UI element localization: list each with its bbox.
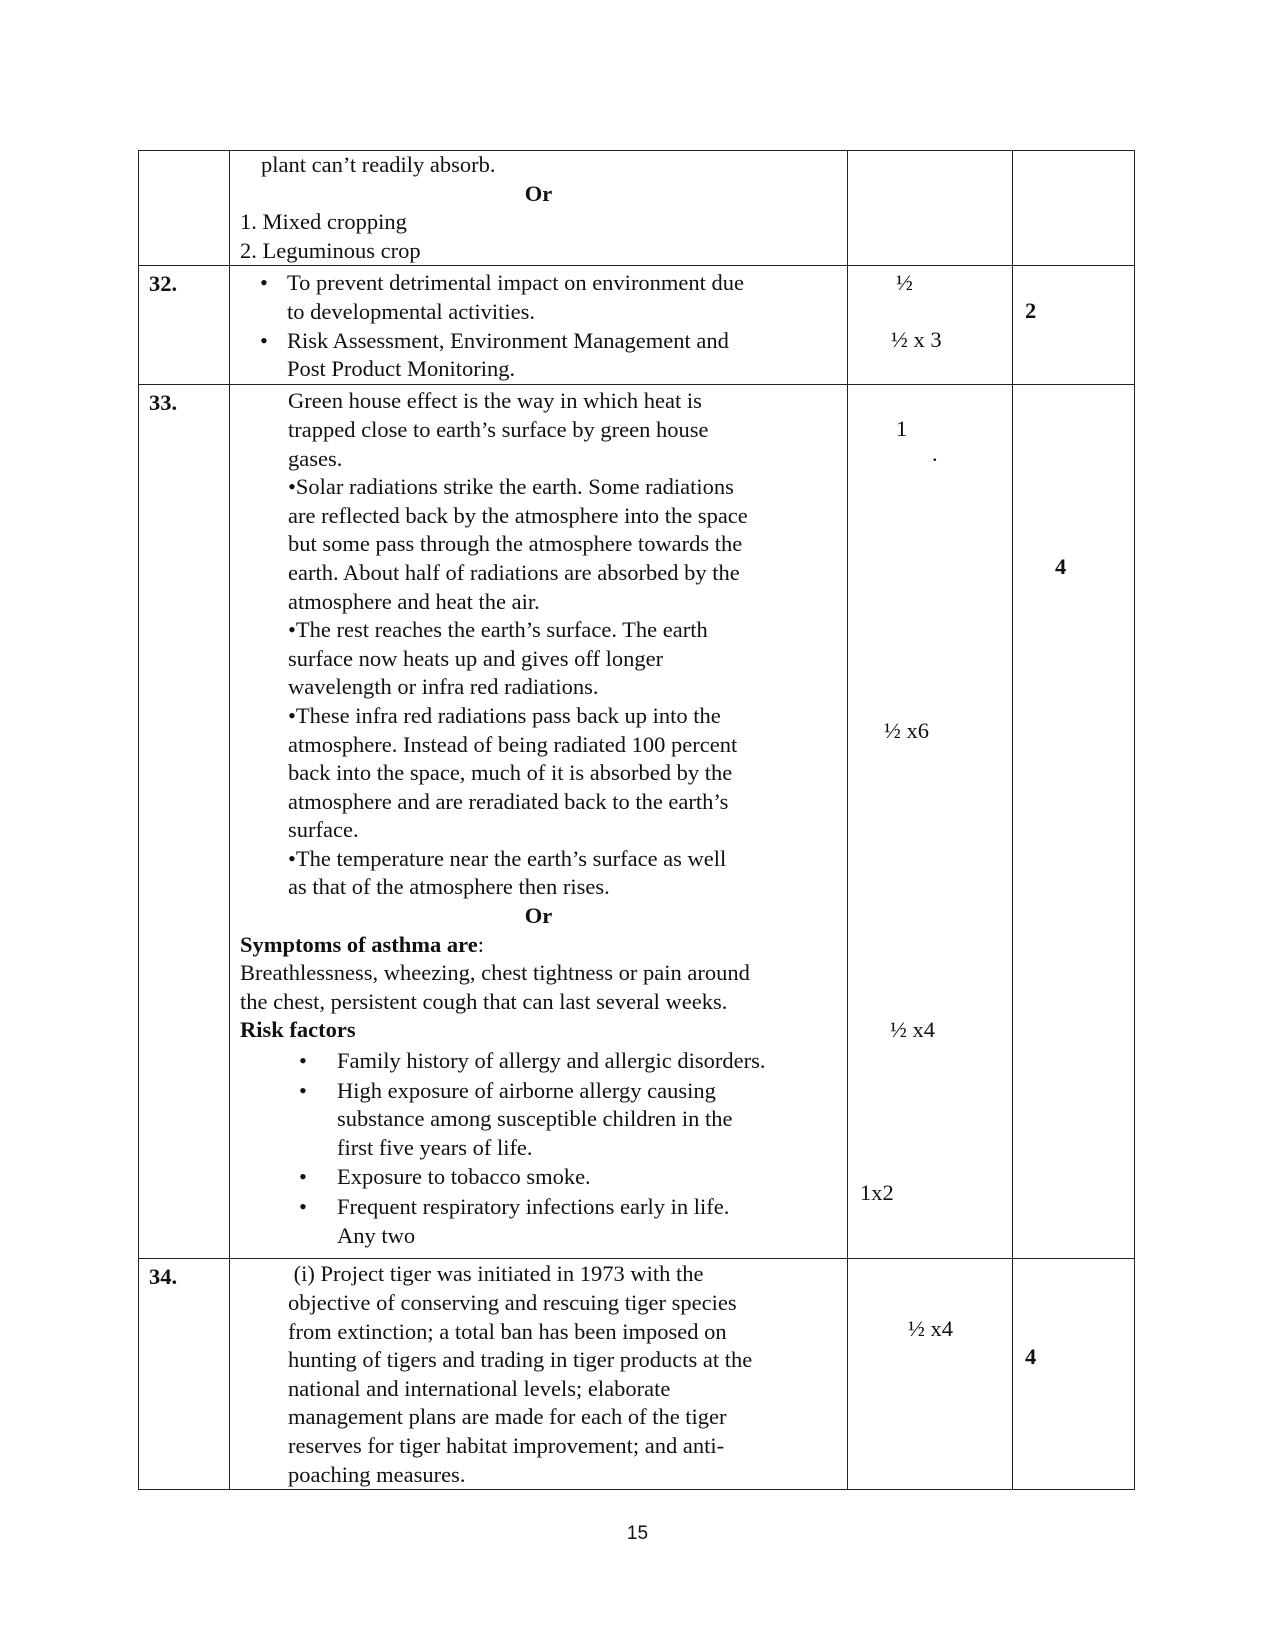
or-label: Or	[524, 903, 553, 929]
risk-factors-list	[240, 1047, 847, 1250]
total-marks-cell	[1013, 151, 1135, 266]
bullet-continuation: to developmental activities.	[287, 298, 536, 324]
bullet-continuation: are reflected back by the atmosphere into the space	[288, 502, 748, 528]
answer-line: gases.	[288, 445, 343, 471]
answer-line: trapped close to earth’s surface by green house	[288, 416, 709, 442]
bullet-continuation: first five years of life.	[337, 1134, 533, 1160]
bullet-item: • Exposure to tobacco smoke.	[240, 1163, 847, 1192]
bullet-item	[240, 616, 847, 645]
table-row-33	[139, 385, 1135, 1259]
mark-value: ½ x4	[908, 1316, 953, 1342]
question-number: 33.	[139, 385, 230, 1259]
mark-value: .	[932, 441, 938, 467]
bullet-continuation: substance among susceptible children in the	[337, 1106, 733, 1132]
page-number: 15	[626, 1523, 649, 1544]
bullet-continuation: Any two	[337, 1222, 416, 1248]
mark-value: ½ x4	[890, 1017, 935, 1043]
marks-cell	[848, 1259, 1013, 1490]
answer-cell	[230, 266, 848, 385]
mark-value: 1	[896, 416, 908, 442]
mark-value: ½ x 3	[891, 327, 942, 353]
question-number-cell	[139, 151, 230, 266]
mark-value: 1x2	[860, 1180, 894, 1206]
total-marks-cell	[1013, 385, 1135, 1259]
bullet-glyph: •	[288, 617, 296, 643]
bullet-continuation: atmosphere and are reradiated back to the earth’s	[288, 788, 729, 814]
marks-cell	[848, 151, 1013, 266]
answer-line: poaching measures.	[288, 1461, 466, 1487]
answer-cell	[230, 385, 848, 1259]
risk-factors-heading: Risk factors	[240, 1017, 356, 1043]
question-number: 34.	[139, 1259, 230, 1490]
symptoms-heading-text: Symptoms of asthma are	[240, 931, 478, 957]
bullet-item: • To prevent detrimental impact on environment due	[230, 269, 847, 298]
bullet-glyph: •	[288, 474, 296, 500]
answer-line: national and international levels; elaborate	[288, 1375, 671, 1401]
bullet-continuation: but some pass through the atmosphere towards the	[288, 531, 743, 557]
total-marks: 4	[1025, 1344, 1037, 1370]
table-row-34	[139, 1259, 1135, 1490]
answer-line: reserves for tiger habitat improvement; and anti-	[288, 1432, 725, 1458]
bullet-continuation: back into the space, much of it is absorbed by the	[288, 760, 733, 786]
bullet-item	[240, 473, 847, 502]
answer-cell	[230, 151, 848, 266]
total-marks-cell	[1013, 266, 1135, 385]
marks-cell	[848, 266, 1013, 385]
bullet-text: The temperature near the earth’s surface as well	[295, 845, 727, 871]
or-label: Or	[524, 180, 553, 206]
bullet-glyph: •	[288, 702, 296, 728]
mark-value: ½	[896, 270, 913, 296]
bullet-text: The rest reaches the earth’s surface. The earth	[295, 617, 708, 643]
answer-line: the chest, persistent cough that can last several weeks.	[240, 988, 728, 1014]
table-row-31-continued	[139, 151, 1135, 266]
bullet-continuation: as that of the atmosphere then rises.	[288, 874, 610, 900]
total-marks-cell	[1013, 1259, 1135, 1490]
bullet-continuation: atmosphere. Instead of being radiated 100 percent	[288, 731, 738, 757]
bullet-continuation: surface.	[288, 817, 359, 843]
table-row-32	[139, 266, 1135, 385]
list-item: 1. Mixed cropping	[240, 209, 407, 235]
marks-cell	[848, 385, 1013, 1259]
total-marks: 4	[1055, 554, 1067, 580]
bullet-item: • Family history of allergy and allergic disorders.	[240, 1047, 847, 1076]
bullet-continuation: atmosphere and heat the air.	[288, 588, 540, 614]
answer-line: Breathlessness, wheezing, chest tightness or pain around	[240, 960, 750, 986]
bullet-glyph: •	[288, 845, 296, 871]
answer-cell	[230, 1259, 848, 1490]
answer-line: hunting of tigers and trading in tiger products at the	[288, 1347, 753, 1373]
bullet-text: Solar radiations strike the earth. Some radiations	[295, 474, 734, 500]
bullet-text: These infra red radiations pass back up into the	[295, 702, 721, 728]
answer-line: from extinction; a total ban has been imposed on	[288, 1318, 727, 1344]
symptoms-heading	[240, 931, 847, 960]
marking-scheme-table	[138, 150, 1135, 1490]
answer-line: plant can’t readily absorb.	[261, 152, 496, 177]
bullet-continuation: surface now heats up and gives off longer	[288, 645, 664, 671]
answer-line: Green house effect is the way in which heat is	[288, 388, 702, 414]
bullet-item: • Frequent respiratory infections early in life.	[240, 1193, 847, 1222]
answer-line: objective of conserving and rescuing tiger species	[288, 1289, 737, 1315]
bullet-continuation: wavelength or infra red radiations.	[288, 674, 599, 700]
symptoms-heading-colon: :	[477, 931, 484, 957]
bullet-item	[240, 702, 847, 731]
answer-line: (i) Project tiger was initiated in 1973 with the	[288, 1261, 704, 1287]
list-item: 2. Leguminous crop	[240, 237, 421, 263]
bullet-item: • High exposure of airborne allergy causing	[240, 1077, 847, 1106]
bullet-item	[240, 845, 847, 874]
question-number: 32.	[139, 266, 230, 385]
mark-value: ½ x6	[884, 718, 929, 744]
bullet-item: • Risk Assessment, Environment Management and	[230, 327, 847, 356]
answer-line: management plans are made for each of the tiger	[288, 1404, 727, 1430]
bullet-continuation: Post Product Monitoring.	[287, 356, 516, 382]
bullet-continuation: earth. About half of radiations are absorbed by the	[288, 559, 740, 585]
total-marks: 2	[1025, 298, 1037, 324]
